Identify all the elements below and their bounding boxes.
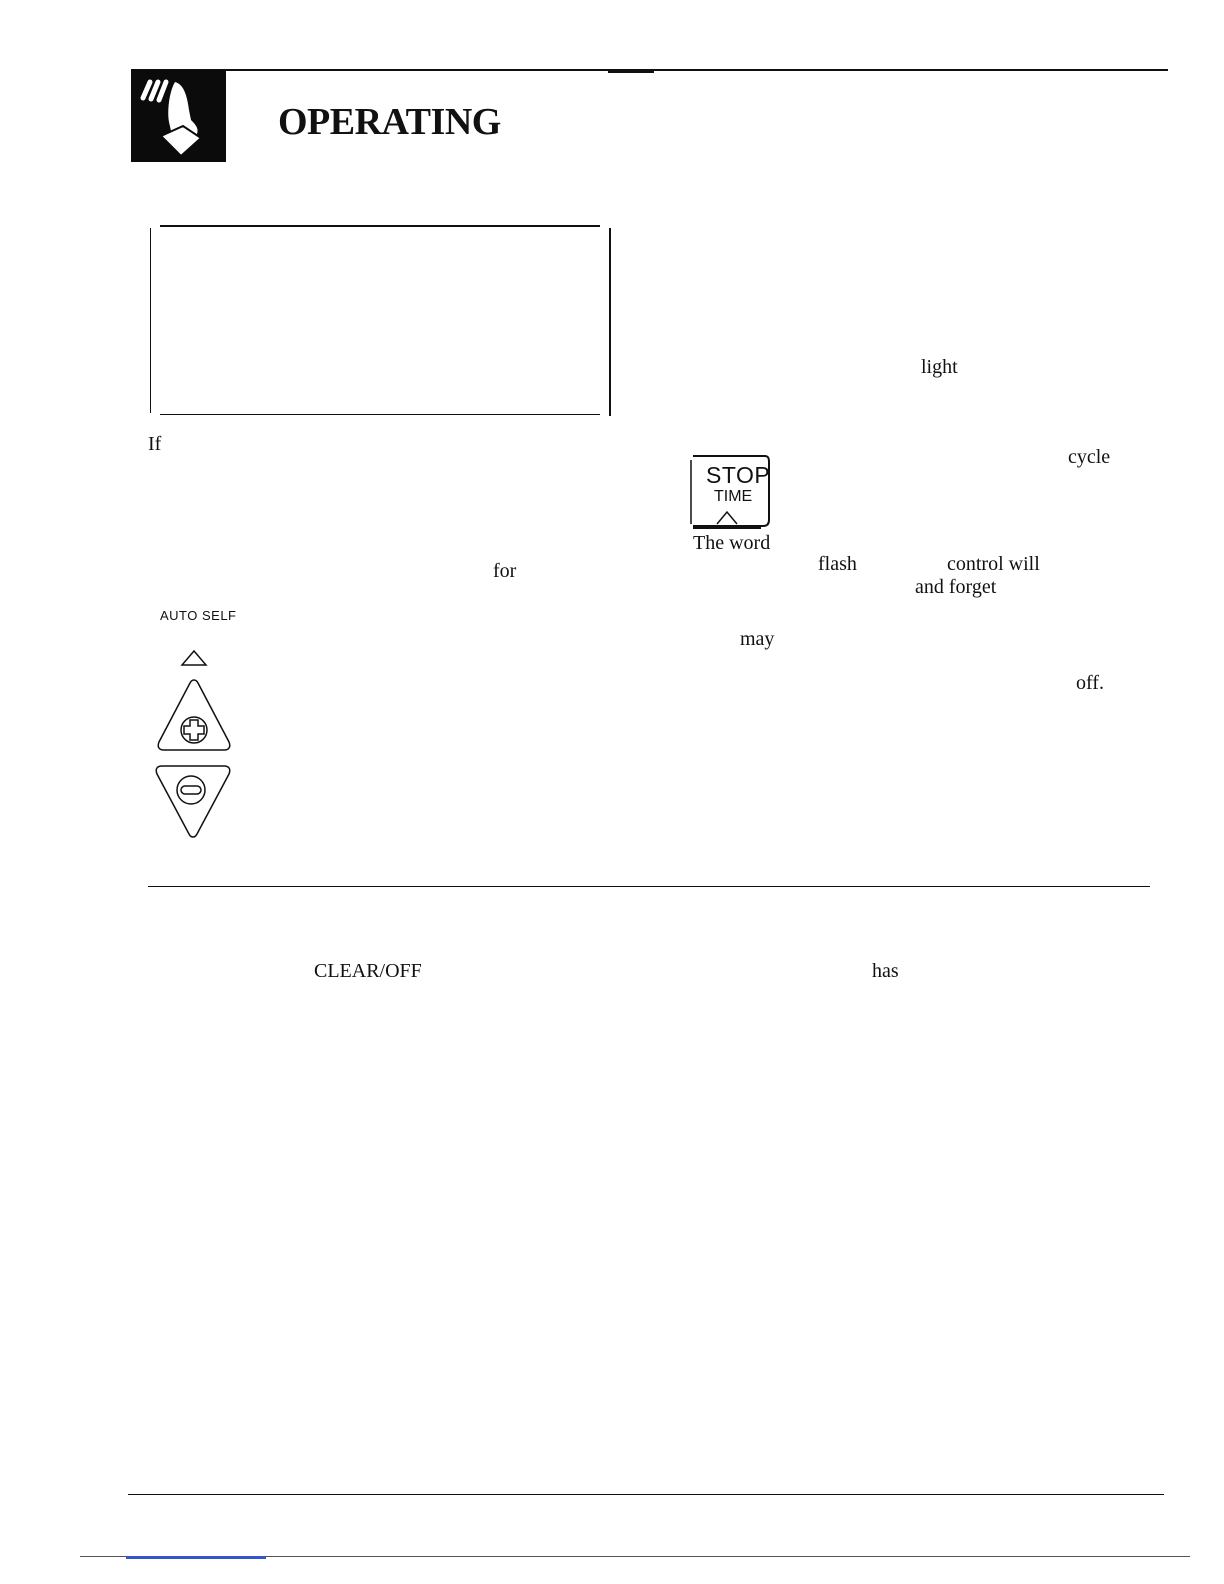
header-rule-accent <box>608 69 654 73</box>
section-divider <box>148 886 1150 887</box>
triangle-indicator-icon <box>180 650 208 671</box>
stop-time-button-time-label: TIME <box>714 488 753 505</box>
text-and-forget: and forget <box>915 576 997 598</box>
text-light: light <box>921 356 958 378</box>
panel-right-border <box>609 228 611 416</box>
text-has: has <box>872 960 899 982</box>
footer-rule <box>128 1494 1164 1495</box>
auto-self-label: AUTO SELF <box>160 608 237 623</box>
text-for: for <box>493 560 517 582</box>
panel-top-border <box>160 225 600 227</box>
text-flash: flash <box>818 553 857 575</box>
text-clear-off: CLEAR/OFF <box>314 960 422 982</box>
stop-time-button-stop-label: STOP <box>706 462 771 488</box>
panel-left-border <box>150 228 151 413</box>
text-off: off. <box>1076 672 1104 694</box>
page-title: OPERATING <box>278 101 501 143</box>
increase-plus-icon[interactable] <box>156 678 232 757</box>
text-may: may <box>740 628 775 650</box>
text-the-word: The word <box>693 532 771 554</box>
footer-accent-rule <box>126 1556 266 1559</box>
text-control-will: control will <box>947 553 1040 575</box>
text-cycle: cycle <box>1068 446 1111 468</box>
hand-pressing-button-icon <box>131 70 226 162</box>
text-if: If <box>148 433 162 455</box>
panel-bottom-border <box>160 414 600 415</box>
decrease-minus-icon[interactable] <box>154 764 232 845</box>
